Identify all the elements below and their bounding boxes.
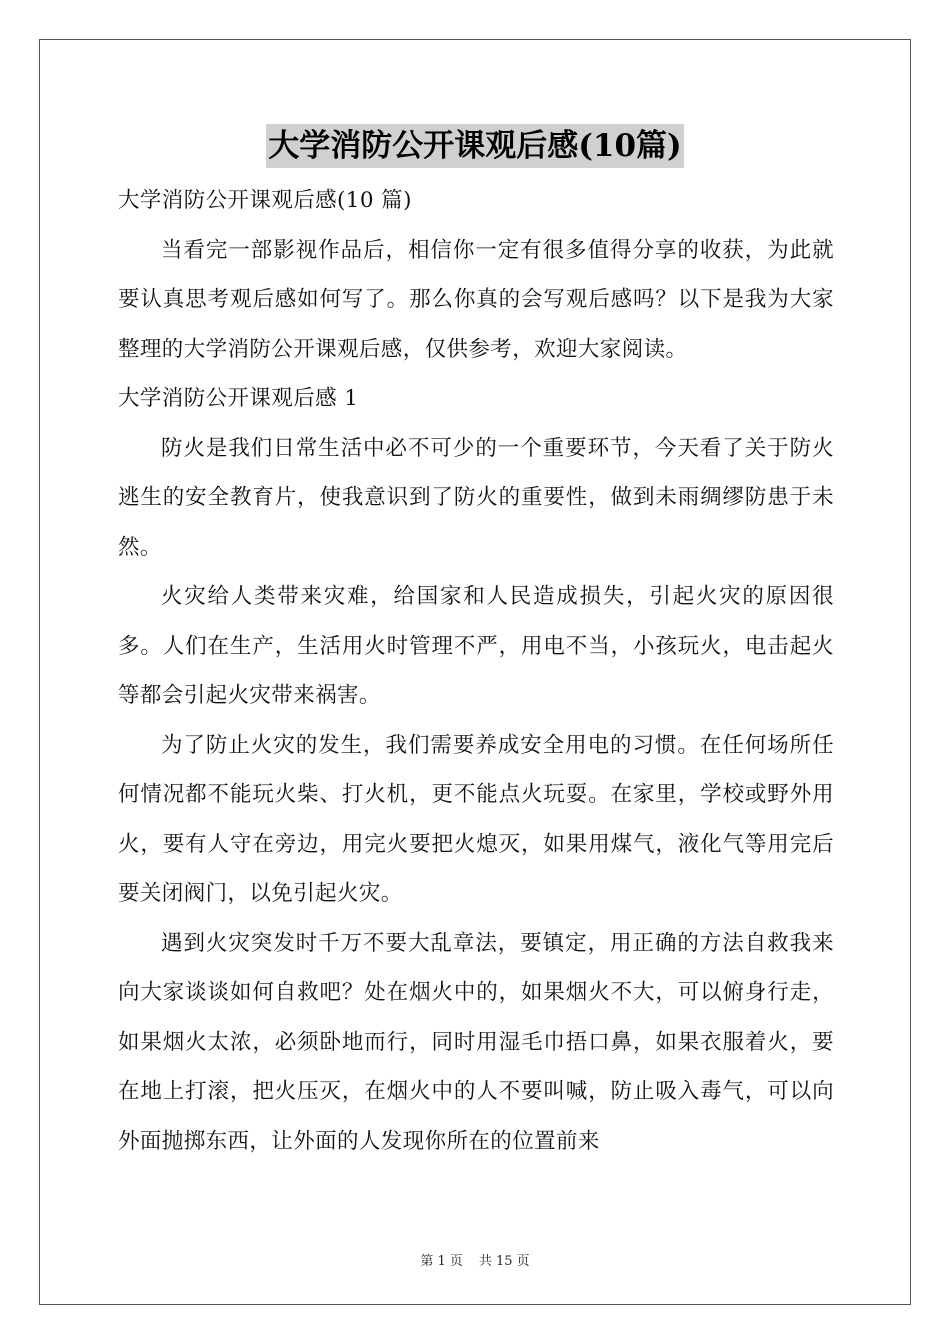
page-number-current: 第 1 页 — [420, 1254, 463, 1269]
paragraph: 防火是我们日常生活中必不可少的一个重要环节，今天看了关于防火逃生的安全教育片，使我意识到了防火的重要性，做到未雨绸缪防患于未然。 — [118, 435, 834, 560]
document-body — [118, 176, 834, 1166]
paragraph: 为了防止火灾的发生，我们需要养成安全用电的习惯。在任何场所任何情况都不能玩火柴、打火机，更不能点火玩耍。在家里，学校或野外用火，要有人守在旁边，用完火要把火熄灭，如果用煤气，液化气等用完后要关闭阀门，以免引起火灾。 — [118, 732, 834, 906]
paragraph: 遇到火灾突发时千万不要大乱章法，要镇定，用正确的方法自救我来向大家谈谈如何自救吧？处在烟火中的，如果烟火不大，可以俯身行走，如果烟火太浓，必须卧地而行，同时用湿毛巾捂口鼻，如果衣服着火，要在地上打滚，把火压灭，在烟火中的人不要叫喊，防止吸入毒气，可以向外面抛掷东西，让外面的人发现你所在的位置前来 — [118, 930, 834, 1154]
paragraph: 大学消防公开课观后感 1 — [118, 386, 359, 411]
title-container — [0, 124, 950, 168]
page-number-total: 共 15 页 — [478, 1254, 530, 1269]
paragraph: 大学消防公开课观后感(10 篇) — [118, 188, 412, 213]
paragraph: 火灾给人类带来灾难，给国家和人民造成损失，引起火灾的原因很多。人们在生产，生活用火时管理不严，用电不当，小孩玩火，电击起火等都会引起火灾带来祸害。 — [118, 584, 834, 708]
document-title: 大学消防公开课观后感(10篇) — [266, 124, 683, 168]
paragraph: 当看完一部影视作品后，相信你一定有很多值得分享的收获，为此就要认真思考观后感如何写了。那么你真的会写观后感吗？以下是我为大家整理的大学消防公开课观后感，仅供参考，欢迎大家阅读。 — [118, 237, 834, 362]
page-footer — [0, 1250, 950, 1269]
